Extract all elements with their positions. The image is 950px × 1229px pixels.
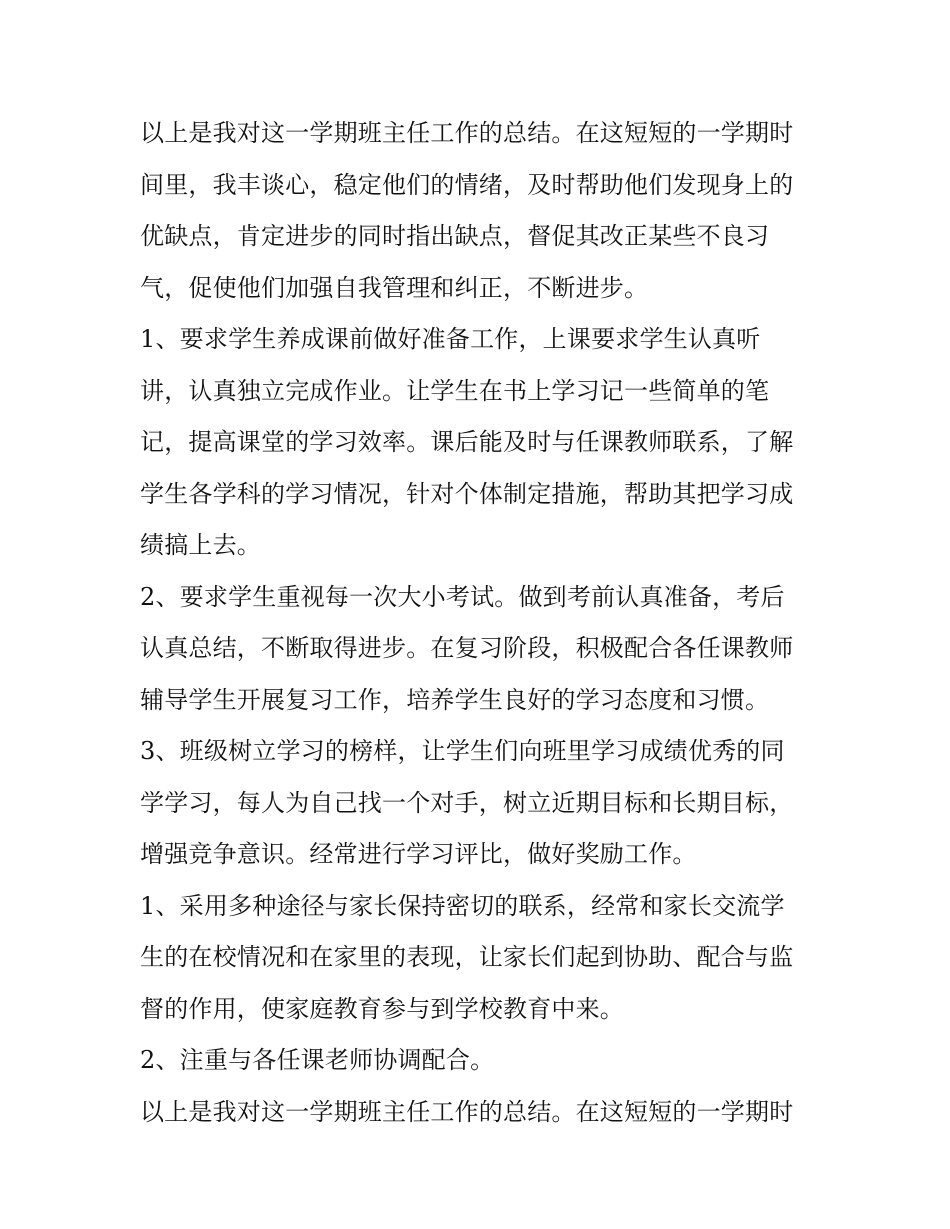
document-body (140, 108, 820, 1138)
text-line: 3、班级树立学习的榜样，让学生们向班里学习成绩优秀的同 (140, 737, 785, 765)
text-line: 讲，认真独立完成作业。让学生在书上学习记一些简单的笔 (140, 376, 770, 405)
text-line: 督的作用，使家庭教育参与到学校教育中来。 (140, 994, 624, 1023)
text-line: 2、要求学生重视每一次大小考试。做到考前认真准备，考后 (140, 582, 785, 611)
text-line: 间里，我丰谈心，稳定他们的情绪，及时帮助他们发现身上的 (140, 170, 794, 199)
text-line: 绩搞上去。 (140, 531, 261, 559)
text-line: 生的在校情况和在家里的表现，让家长们起到协助、配合与监 (140, 943, 794, 971)
text-line: 1、采用多种途径与家长保持密切的联系，经常和家长交流学 (140, 891, 785, 920)
text-line: 优缺点，肯定进步的同时指出缺点，督促其改正某些不良习 (140, 222, 770, 250)
text-line: 1、要求学生养成课前做好准备工作，上课要求学生认真听 (140, 325, 761, 353)
text-line: 辅导学生开展复习工作，培养学生良好的学习态度和习惯。 (140, 685, 770, 714)
text-line: 气，促使他们加强自我管理和纠正，不断进步。 (140, 273, 649, 302)
text-line: 学生各学科的学习情况，针对个体制定措施，帮助其把学习成 (140, 479, 794, 508)
text-line: 以上是我对这一学期班主任工作的总结。在这短短的一学期时 (140, 1097, 794, 1126)
text-line: 学学习，每人为自己找一个对手，树立近期目标和长期目标， (140, 788, 794, 817)
text-line: 以上是我对这一学期班主任工作的总结。在这短短的一学期时 (140, 119, 794, 147)
text-line: 认真总结，不断取得进步。在复习阶段，积极配合各任课教师 (140, 634, 794, 662)
text-line: 记，提高课堂的学习效率。课后能及时与任课教师联系，了解 (140, 428, 794, 456)
text-line: 增强竞争意识。经常进行学习评比，做好奖励工作。 (140, 840, 697, 868)
text-line: 2、注重与各任课老师协调配合。 (140, 1046, 495, 1074)
